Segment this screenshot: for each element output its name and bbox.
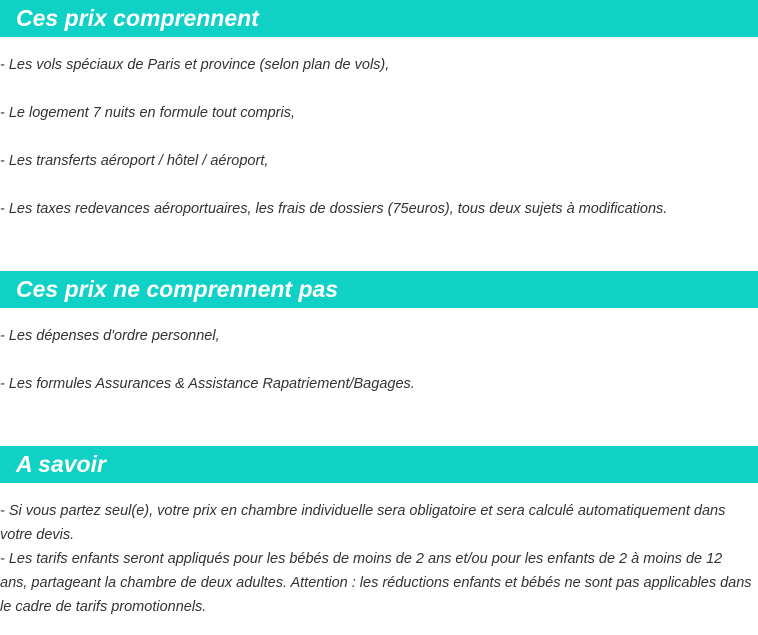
- not-included-item-insurance: - Les formules Assurances & Assistance Rapatriement/Bagages.: [0, 376, 415, 392]
- included-item-taxes: - Les taxes redevances aéroportuaires, les frais de dossiers (75euros), tous deux sujets à modifications.: [0, 201, 668, 217]
- included-item-flights: - Les vols spéciaux de Paris et province (selon plan de vols),: [0, 57, 390, 73]
- good-to-know-item-children: - Les tarifs enfants seront appliqués pour les bébés de moins de 2 ans et/ou pour les enfants de 2 à moins de 12 ans, partageant la chambre de deux adultes. Attention : les réductions enfants et bébés ne sont pas applicables dans le cadre de tarifs promotionnels.: [0, 551, 752, 615]
- included-item-lodging: - Le logement 7 nuits en formule tout compris,: [0, 105, 295, 121]
- section-title-included: Ces prix comprennent: [16, 5, 259, 31]
- section-header-good-to-know: [0, 446, 758, 483]
- section-title-not-included: Ces prix ne comprennent pas: [16, 276, 339, 302]
- section-header-not-included: [0, 271, 758, 308]
- good-to-know-item-single: - Si vous partez seul(e), votre prix en chambre individuelle sera obligatoire et sera calculé automatiquement dans votre devis.: [0, 503, 726, 543]
- included-item-transfers: - Les transferts aéroport / hôtel / aéroport,: [0, 153, 269, 169]
- section-header-included: [0, 0, 758, 37]
- section-title-good-to-know: A savoir: [16, 451, 106, 477]
- not-included-item-personal: - Les dépenses d'ordre personnel,: [0, 328, 220, 344]
